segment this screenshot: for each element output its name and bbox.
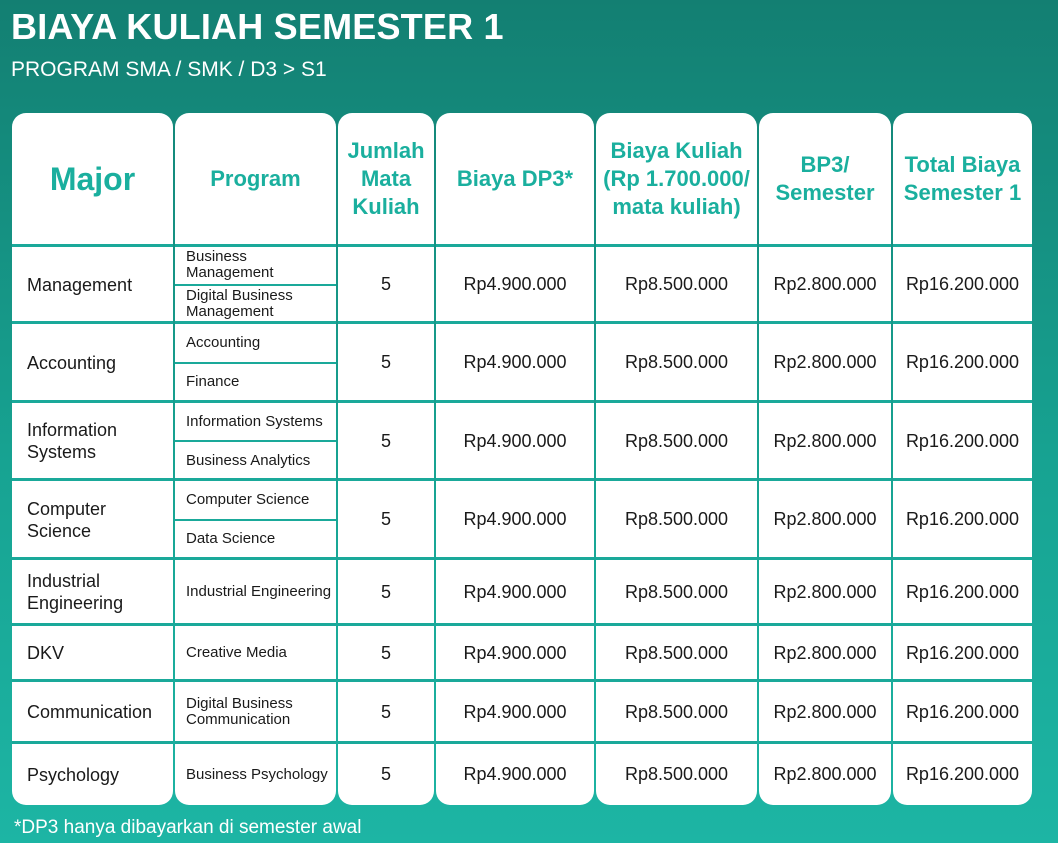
header-total: Total Biaya Semester 1 xyxy=(903,152,1022,205)
total-cell: Rp16.200.000 xyxy=(905,764,1020,784)
program-cell: Data Science xyxy=(186,530,276,548)
column-jumlah xyxy=(338,113,434,805)
dp3-cell: Rp4.900.000 xyxy=(463,642,567,663)
bp3-cell: Rp2.800.000 xyxy=(773,509,877,529)
bp3-cell: Rp2.800.000 xyxy=(773,642,877,663)
jumlah-cell: 5 xyxy=(380,352,391,372)
major-cell: Management xyxy=(27,274,133,295)
major-cell: Information Systems xyxy=(27,420,118,462)
program-cell: Business Psychology xyxy=(186,765,328,783)
program-cell: Computer Science xyxy=(186,490,310,508)
kuliah-cell: Rp8.500.000 xyxy=(624,581,729,602)
kuliah-cell: Rp8.500.000 xyxy=(624,274,729,294)
program-cell: Finance xyxy=(186,373,240,391)
bp3-cell: Rp2.800.000 xyxy=(773,581,877,602)
header-bp3: BP3/ Semester xyxy=(775,152,875,205)
footnote: *DP3 hanya dibayarkan di semester awal xyxy=(14,817,362,838)
kuliah-cell: Rp8.500.000 xyxy=(624,509,729,529)
program-divider xyxy=(175,440,336,442)
kuliah-cell: Rp8.500.000 xyxy=(624,642,729,663)
total-cell: Rp16.200.000 xyxy=(905,581,1020,602)
column-total xyxy=(893,113,1032,805)
program-divider xyxy=(175,362,336,364)
program-cell: Creative Media xyxy=(186,644,287,661)
kuliah-cell: Rp8.500.000 xyxy=(624,352,729,372)
jumlah-cell: 5 xyxy=(380,581,391,602)
header-dp3: Biaya DP3* xyxy=(456,166,574,191)
kuliah-cell: Rp8.500.000 xyxy=(624,430,729,451)
column-bp3 xyxy=(759,113,891,805)
major-cell: Psychology xyxy=(27,764,120,785)
kuliah-cell: Rp8.500.000 xyxy=(624,764,729,784)
dp3-cell: Rp4.900.000 xyxy=(463,581,567,602)
page-title: BIAYA KULIAH SEMESTER 1 xyxy=(11,6,504,47)
program-cell: Information Systems xyxy=(186,412,323,430)
total-cell: Rp16.200.000 xyxy=(905,642,1020,663)
header-major: Major xyxy=(49,161,136,197)
kuliah-cell: Rp8.500.000 xyxy=(624,701,729,722)
dp3-cell: Rp4.900.000 xyxy=(463,764,567,784)
dp3-cell: Rp4.900.000 xyxy=(463,352,567,372)
bp3-cell: Rp2.800.000 xyxy=(773,701,877,722)
major-cell: Computer Science xyxy=(27,498,107,541)
program-cell: Business Analytics xyxy=(186,451,311,469)
major-cell: Communication xyxy=(27,702,153,722)
header-jumlah: Jumlah Mata Kuliah xyxy=(347,138,425,219)
program-cell: Accounting xyxy=(186,333,261,351)
program-cell: Business Management xyxy=(186,248,274,282)
column-kuliah xyxy=(596,113,757,805)
dp3-cell: Rp4.900.000 xyxy=(463,509,567,529)
column-dp3 xyxy=(436,113,594,805)
jumlah-cell: 5 xyxy=(380,430,391,451)
dp3-cell: Rp4.900.000 xyxy=(463,701,567,722)
jumlah-cell: 5 xyxy=(380,701,391,722)
column-program xyxy=(175,113,336,805)
total-cell: Rp16.200.000 xyxy=(905,509,1020,529)
major-cell: DKV xyxy=(27,643,65,663)
dp3-cell: Rp4.900.000 xyxy=(463,430,567,451)
program-divider xyxy=(175,519,336,521)
jumlah-cell: 5 xyxy=(380,509,391,529)
page-subtitle: PROGRAM SMA / SMK / D3 > S1 xyxy=(11,58,327,81)
program-cell: Digital Business Management xyxy=(186,286,293,320)
bp3-cell: Rp2.800.000 xyxy=(773,430,877,451)
jumlah-cell: 5 xyxy=(380,642,391,663)
bp3-cell: Rp2.800.000 xyxy=(773,274,877,294)
total-cell: Rp16.200.000 xyxy=(905,701,1020,722)
total-cell: Rp16.200.000 xyxy=(905,274,1020,294)
jumlah-cell: 5 xyxy=(380,764,391,784)
total-cell: Rp16.200.000 xyxy=(905,430,1020,451)
major-cell: Industrial Engineering xyxy=(27,571,124,613)
program-cell: Industrial Engineering xyxy=(186,583,332,600)
header-kuliah: Biaya Kuliah (Rp 1.700.000/ mata kuliah) xyxy=(603,138,750,219)
program-cell: Digital Business Communication xyxy=(186,695,293,728)
bp3-cell: Rp2.800.000 xyxy=(773,352,877,372)
major-cell: Accounting xyxy=(27,352,117,373)
column-major xyxy=(12,113,173,805)
header-program: Program xyxy=(210,166,301,191)
jumlah-cell: 5 xyxy=(380,274,391,294)
bp3-cell: Rp2.800.000 xyxy=(773,764,877,784)
program-divider xyxy=(175,284,336,286)
dp3-cell: Rp4.900.000 xyxy=(463,274,567,294)
total-cell: Rp16.200.000 xyxy=(905,352,1020,372)
